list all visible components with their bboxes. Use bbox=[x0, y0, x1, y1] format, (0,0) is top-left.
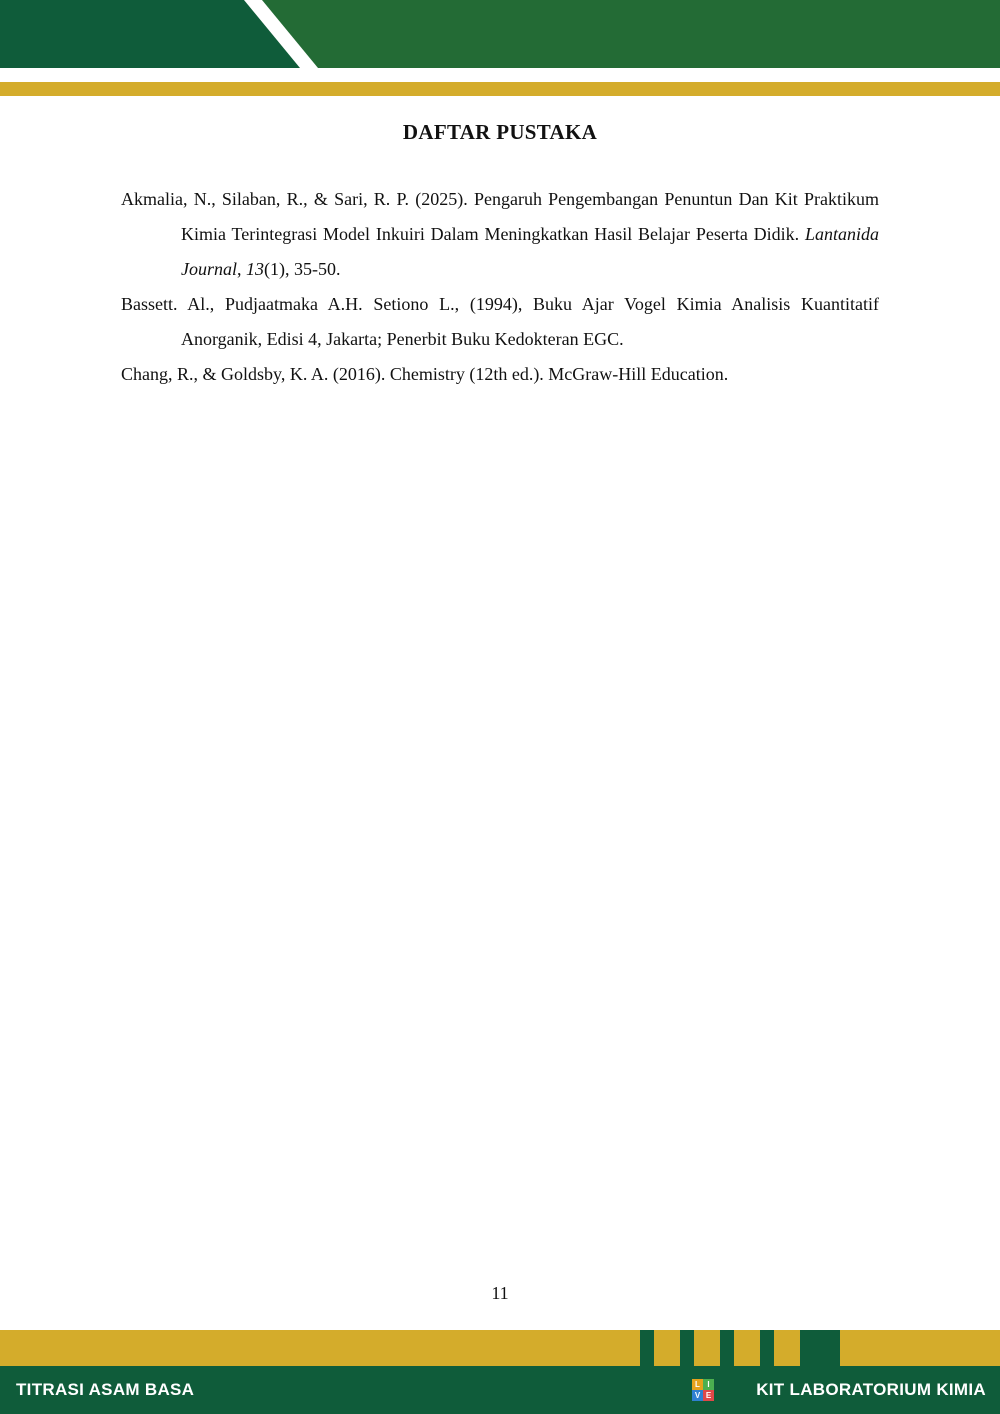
reference-list bbox=[121, 182, 879, 392]
page-title: DAFTAR PUSTAKA bbox=[402, 120, 598, 144]
footer-block-pattern bbox=[640, 1330, 840, 1366]
reference-item: Akmalia, N., Silaban, R., & Sari, R. P. (2025). Pengaruh Pengembangan Penuntun Dan Kit Praktikum Kimia Terintegrasi Model Inkuiri Dalam Meningkatkan Hasil Belajar Peserta Didik. Lantanida Journal, 13(1), 35-50. bbox=[121, 189, 879, 279]
page-number: 11 bbox=[491, 1283, 509, 1303]
footer-gold-band bbox=[0, 1330, 1000, 1366]
header-gold-stripe bbox=[0, 82, 1000, 96]
footer-subtitle: KIT LABORATORIUM KIMIA bbox=[756, 1380, 986, 1399]
header-banner bbox=[0, 0, 1000, 68]
journal-name: Lantanida Journal bbox=[181, 224, 879, 279]
reference-item: Chang, R., & Goldsby, K. A. (2016). Chemistry (12th ed.). McGraw-Hill Education. bbox=[121, 364, 729, 384]
footer-title: TITRASI ASAM BASA bbox=[16, 1380, 195, 1399]
liveworksheets-logo-icon: L I V E bbox=[692, 1379, 714, 1401]
journal-volume: 13 bbox=[246, 259, 264, 279]
reference-item: Bassett. Al., Pudjaatmaka A.H. Setiono L., (1994), Buku Ajar Vogel Kimia Analisis Kuantitatif Anorganik, Edisi 4, Jakarta; Penerbit Buku Kedokteran EGC. bbox=[121, 294, 879, 349]
